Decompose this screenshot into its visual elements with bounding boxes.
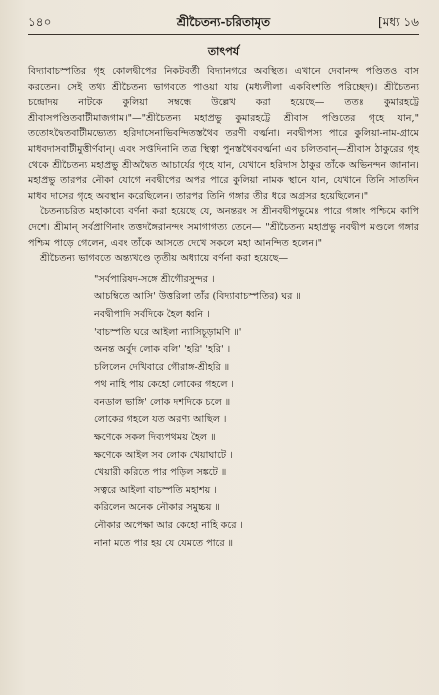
verse-line: ক্ষণেকে সকল দিব্যপথময় হৈল ॥ [94,432,216,444]
verse-line: পথ নাহি পায় কেহো লোকের গহলে । [94,379,234,391]
verse-line: আচম্বিতে আসি' উত্তরিলা তাঁর (বিদ্যাবাচস্পতির) ঘর ॥ [94,291,301,303]
page-number: ১৪০ [28,15,52,29]
verse-line: 'বাচস্পতি ঘরে আইলা ন্যাসিচূড়ামণি ॥' [94,326,242,338]
verse-line: লোকের গহলে যত অরণ্য আছিল । [94,414,227,426]
verse-line: ক্ষণেকে আইল সব লোক খেয়াঘাটে । [94,449,233,461]
verse-line: "সর্বপারিষদ-সঙ্গে শ্রীগৌরসুন্দর । [94,273,215,285]
verse-line: বনডাল ভাঙ্গি' লোক দশদিকে চলে ॥ [94,396,231,408]
verse-line: চলিলেন দেখিবারে গৌরাঙ্গ-শ্রীহরি ॥ [94,361,230,373]
book-title: শ্রীচৈতন্য-চরিতামৃত [176,15,271,29]
verse-line: নৌকার অপেক্ষা আর কেহো নাহি করে । [94,520,243,532]
verse-block [94,271,419,553]
verse-line: সত্বরে আইলা বাচস্পতি মহাশয় । [94,484,217,496]
verse-line: খেয়ারী করিতে পার পড়িল সঙ্কটে ॥ [94,467,227,479]
page-header [28,10,419,35]
verse-line: করিলেন অনেক নৌকার সমুচ্চয় ॥ [94,502,220,514]
verse-line: নবদ্বীপাদি সর্বদিকে হৈল ধ্বনি । [94,308,210,320]
section-label: [মধ্য ১৬ [378,15,419,29]
paragraph-3: শ্রীচৈতন্য ভাগবতে অন্ত্যখণ্ডে তৃতীয় অধ্যায়ে বর্ণনা করা হয়েছে— [40,253,289,265]
paragraph-2: চৈতন্যচরিত মহাকাব্যে বর্ণনা করা হয়েছে যে, অনন্তরং স শ্রীনবদ্বীপভুমেঃ পারে গঙ্গাং পশ্চিমে কাপি দেশে। শ্রীমান্ সর্বপ্রাণিনাং তত্তদঙ্গৈরানন্দং সমাগাগত্য তেনে— "শ্রীচৈতন্য মহাপ্রভু নবদ্বীপ মণ্ডলে গঙ্গার পশ্চিম পাড়ে গেলেন, এবং তাঁকে আসতে দেখে সকলে মহা আনন্দিত হলেন।" [28,206,419,249]
section-title: তাৎপর্য [207,45,240,58]
paragraph-1: বিদ্যাবাচস্পতির গৃহ কোলদ্বীপের নিকটবর্তী বিদ্যানগরে অবস্থিত। এখানে দেবানন্দ পণ্ডিতও বাস করতেন। সেই তথ্য শ্রীচৈতন্য ভাগবতে পাওয়া যায় (মধ্যলীলা একবিংশতি পরিচ্ছেদ)। শ্রীচৈতন্য চন্দ্রোদয় নাটকে কুলিয়া সম্বন্ধে উল্লেখ করা হয়েছে— ততঃ কুমারহট্টে শ্রীবাসপণ্ডিতবাটীমাজগাম।"—"শ্রীচৈতন্য মহাপ্রভু কুমারহট্টে শ্রীবাস পণ্ডিতের গৃহে যান," ততোঽদ্বৈতবাটীমভ্যেত্য হরিদাসেনাভিবন্দিতস্তথৈব তরণী বর্ত্মনা। নবদ্বীপস্য পারে কুলিয়া-নাম-গ্রামে মাধবদাসবাটীমুত্তীর্ণবান্। এবং সপ্তদিনানি তত্র স্থিত্বা পুনস্তথৈববর্ত্মনা এব চলিতবান্—শ্রীবাস ঠাকুরের গৃহ থেকে শ্রীচৈতন্য মহাপ্রভু শ্রীঅদ্বৈত আচার্যের গৃহে যান, যেখানে হরিদাস ঠাকুর তাঁকে অভিনন্দন জানান। মহাপ্রভু তারপর নৌকা যোগে নবদ্বীপের অপর পারে কুলিয়া নামক স্থানে যান, যেখানে তিনি সাতদিন মাধব দাসের গৃহে অবস্থান করেছিলেন। তারপর তিনি গঙ্গার তীর ধরে অগ্রসর হয়েছিলেন।" [28,66,419,202]
verse-line: অনন্ত অর্বুদ লোক বলি' 'হরি' 'হরি' । [94,344,231,356]
verse-line: নানা মতে পার হয় যে যেমতে পারে ॥ [94,537,234,549]
